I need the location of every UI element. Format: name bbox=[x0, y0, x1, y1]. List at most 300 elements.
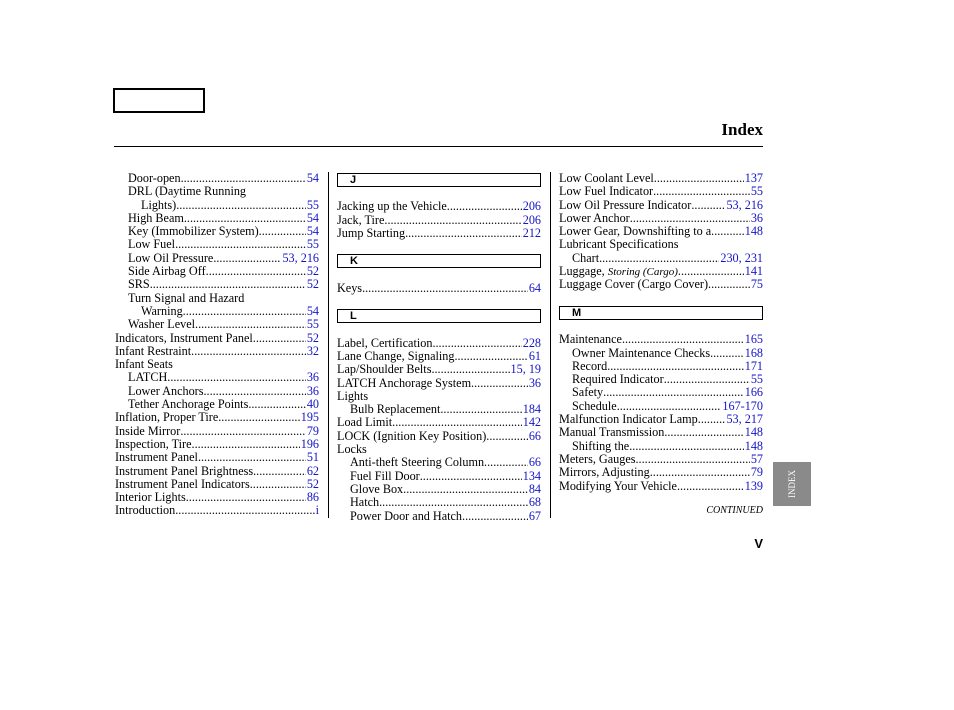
entry-label bbox=[128, 318, 195, 331]
leader-dots bbox=[206, 265, 306, 278]
index-entry bbox=[115, 438, 319, 451]
index-entry bbox=[559, 238, 763, 251]
entry-text: Maintenance bbox=[559, 333, 622, 347]
page-link[interactable]: 184 bbox=[522, 403, 541, 417]
entry-text: Hatch bbox=[350, 496, 380, 510]
leader-dots bbox=[471, 377, 528, 390]
index-entry bbox=[559, 413, 763, 426]
entry-label bbox=[572, 440, 629, 453]
spacer bbox=[337, 187, 541, 200]
entry-text: Inside Mirror bbox=[115, 424, 181, 438]
spacer bbox=[337, 240, 541, 253]
leader-dots bbox=[213, 252, 281, 265]
entry-label bbox=[559, 265, 678, 278]
page-link[interactable]: 167-170 bbox=[722, 399, 763, 413]
index-entry bbox=[115, 385, 319, 398]
page-link[interactable]: 148 bbox=[744, 439, 763, 453]
entry-label bbox=[141, 199, 176, 212]
index-entry bbox=[115, 345, 319, 358]
letter-header: M bbox=[559, 306, 763, 320]
entry-text: Shifting the bbox=[572, 439, 630, 453]
entry-text: Indicators, Instrument Panel bbox=[115, 331, 253, 345]
leader-dots bbox=[678, 265, 744, 278]
leader-dots bbox=[678, 238, 762, 251]
leader-dots bbox=[368, 390, 540, 403]
index-entry bbox=[115, 465, 319, 478]
page-link[interactable]: 40 bbox=[306, 398, 319, 412]
entry-text: Lubricant Specifications bbox=[559, 238, 679, 252]
index-entry bbox=[337, 496, 541, 509]
index-entry bbox=[559, 185, 763, 198]
page-link bbox=[540, 390, 541, 403]
entry-label bbox=[337, 350, 454, 363]
index-entry bbox=[559, 480, 763, 493]
index-entry bbox=[337, 200, 541, 213]
entry-label bbox=[559, 466, 650, 479]
page-link[interactable]: 54 bbox=[306, 304, 319, 318]
page-link[interactable]: 52 bbox=[306, 265, 319, 279]
entry-label bbox=[350, 483, 403, 496]
entry-text: Load Limit bbox=[337, 416, 393, 430]
index-entry bbox=[115, 332, 319, 345]
entry-text: SRS bbox=[128, 278, 150, 292]
leader-dots bbox=[617, 400, 722, 413]
index-entry bbox=[337, 377, 541, 390]
entry-label bbox=[128, 238, 175, 251]
entry-text: Interior Lights bbox=[115, 491, 186, 505]
entry-text: Lap/Shoulder Belts bbox=[337, 363, 432, 377]
entry-text: Tether Anchorage Points bbox=[128, 398, 249, 412]
page-link[interactable]: 206 bbox=[522, 213, 541, 227]
entry-text: Turn Signal and Hazard bbox=[128, 291, 245, 305]
entry-label bbox=[337, 214, 384, 227]
page-link[interactable]: 206 bbox=[522, 200, 541, 214]
entry-text: Introduction bbox=[115, 504, 176, 518]
entry-label bbox=[350, 496, 379, 509]
leader-dots bbox=[462, 510, 528, 523]
leader-dots bbox=[362, 282, 528, 295]
entry-text: LATCH Anchorage System bbox=[337, 376, 472, 390]
page-link[interactable]: 52 bbox=[306, 477, 319, 491]
page-link[interactable]: 55 bbox=[750, 373, 763, 387]
leader-dots bbox=[248, 398, 305, 411]
entry-text: Instrument Panel bbox=[115, 451, 198, 465]
index-entry bbox=[337, 390, 541, 403]
entry-text: Fuel Fill Door bbox=[350, 469, 420, 483]
index-entry bbox=[115, 252, 319, 265]
leader-dots bbox=[630, 212, 750, 225]
index-entry bbox=[337, 227, 541, 240]
leader-dots bbox=[150, 278, 306, 291]
entry-label bbox=[337, 227, 405, 240]
page-link[interactable]: 75 bbox=[750, 278, 763, 292]
entry-label bbox=[337, 443, 367, 456]
entry-text: Lights) bbox=[141, 198, 177, 212]
page-link[interactable]: 148 bbox=[744, 225, 763, 239]
leader-dots bbox=[420, 470, 522, 483]
entry-text: Modifying Your Vehicle bbox=[559, 479, 677, 493]
entry-text: Meters, Gauges bbox=[559, 452, 636, 466]
leader-dots bbox=[431, 363, 509, 376]
leader-dots bbox=[664, 373, 750, 386]
entry-text: Low Oil Pressure Indicator bbox=[559, 198, 692, 212]
index-entry bbox=[337, 483, 541, 496]
entry-label bbox=[115, 451, 198, 464]
entry-text: DRL (Daytime Running bbox=[128, 185, 247, 199]
page-link[interactable]: 68 bbox=[528, 496, 541, 510]
continued-note: CONTINUED bbox=[706, 505, 763, 516]
entry-label bbox=[337, 430, 486, 443]
entry-label bbox=[128, 371, 167, 384]
index-entry bbox=[559, 333, 763, 346]
entry-label bbox=[337, 363, 431, 376]
spacer bbox=[559, 320, 763, 333]
entry-text: Locks bbox=[337, 443, 367, 457]
entry-text: Low Fuel bbox=[128, 238, 176, 252]
index-entry bbox=[337, 363, 541, 376]
leader-dots bbox=[244, 292, 318, 305]
leader-dots bbox=[173, 358, 318, 371]
page-link[interactable]: 79 bbox=[750, 466, 763, 480]
page-link bbox=[540, 443, 541, 456]
entry-text: Warning bbox=[141, 304, 183, 318]
entry-text: Anti-theft Steering Column bbox=[350, 456, 485, 470]
entry-label bbox=[128, 265, 206, 278]
entry-label bbox=[559, 185, 653, 198]
entry-label bbox=[572, 373, 664, 386]
entry-text: Luggage Cover (Cargo Cover) bbox=[559, 278, 709, 292]
page-link[interactable]: 134 bbox=[522, 469, 541, 483]
index-entry bbox=[559, 373, 763, 386]
page-link[interactable]: 36 bbox=[306, 371, 319, 385]
page-link[interactable]: 54 bbox=[306, 211, 319, 225]
index-entry bbox=[337, 416, 541, 429]
entry-label bbox=[559, 413, 698, 426]
entry-label bbox=[350, 470, 420, 483]
entry-label bbox=[141, 305, 183, 318]
leader-dots bbox=[691, 199, 725, 212]
entry-text: Keys bbox=[337, 281, 363, 295]
index-entry bbox=[559, 466, 763, 479]
index-entry bbox=[115, 212, 319, 225]
index-entry bbox=[337, 443, 541, 456]
index-column-3 bbox=[559, 172, 763, 493]
page-link[interactable]: 165 bbox=[744, 333, 763, 347]
leader-dots bbox=[650, 466, 750, 479]
entry-label bbox=[559, 172, 654, 185]
leader-dots bbox=[184, 212, 306, 225]
index-entry bbox=[559, 400, 763, 413]
page-link[interactable]: 137 bbox=[744, 172, 763, 185]
entry-label bbox=[572, 386, 603, 399]
column-divider bbox=[328, 172, 329, 518]
page-link[interactable]: 230, 231 bbox=[720, 251, 763, 265]
leader-dots bbox=[653, 185, 750, 198]
entry-label bbox=[115, 504, 175, 517]
page-link[interactable]: 228 bbox=[522, 336, 541, 350]
entry-text: Jacking up the Vehicle bbox=[337, 200, 447, 214]
index-entry bbox=[115, 225, 319, 238]
page-link[interactable]: 168 bbox=[744, 346, 763, 360]
entry-label bbox=[559, 238, 678, 251]
entry-label bbox=[337, 416, 392, 429]
entry-text: Infant Seats bbox=[115, 358, 173, 372]
entry-text: Schedule bbox=[572, 399, 617, 413]
entry-text: Label, Certification bbox=[337, 336, 433, 350]
page-link[interactable]: 64 bbox=[528, 281, 541, 295]
page-link[interactable]: 142 bbox=[522, 416, 541, 430]
leader-dots bbox=[246, 185, 318, 198]
leader-dots bbox=[367, 443, 540, 456]
page-link[interactable]: 61 bbox=[528, 349, 541, 363]
index-entry bbox=[337, 403, 541, 416]
entry-text: Required Indicator bbox=[572, 373, 664, 387]
entry-label bbox=[559, 333, 622, 346]
index-entry bbox=[337, 350, 541, 363]
leader-dots bbox=[167, 371, 306, 384]
leader-dots bbox=[405, 227, 522, 240]
leader-dots bbox=[183, 305, 306, 318]
entry-label bbox=[128, 278, 150, 291]
entry-text: Lights bbox=[337, 389, 369, 403]
entry-label bbox=[559, 225, 711, 238]
leader-dots bbox=[698, 413, 726, 426]
leader-dots bbox=[181, 172, 306, 185]
page-title: Index bbox=[721, 120, 763, 139]
entry-label bbox=[559, 426, 664, 439]
page-link[interactable]: 196 bbox=[300, 437, 319, 451]
leader-dots bbox=[447, 200, 522, 213]
leader-dots bbox=[454, 350, 527, 363]
entry-text: Bulb Replacement bbox=[350, 403, 441, 417]
index-entry bbox=[337, 214, 541, 227]
entry-text: Chart bbox=[572, 251, 600, 265]
leader-dots bbox=[677, 480, 744, 493]
index-entry bbox=[115, 371, 319, 384]
page-link[interactable]: 36 bbox=[750, 211, 763, 225]
leader-dots bbox=[599, 252, 719, 265]
entry-label bbox=[115, 425, 180, 438]
spacer bbox=[337, 323, 541, 336]
leader-dots bbox=[486, 430, 528, 443]
leader-dots bbox=[603, 386, 744, 399]
leader-dots bbox=[253, 465, 306, 478]
entry-label bbox=[337, 377, 471, 390]
leader-dots bbox=[384, 214, 521, 227]
index-entry bbox=[337, 430, 541, 443]
index-entry bbox=[115, 478, 319, 491]
entry-text: Infant Restraint bbox=[115, 344, 192, 358]
leader-dots bbox=[607, 360, 744, 373]
page-link[interactable]: 171 bbox=[744, 359, 763, 373]
leader-dots bbox=[622, 333, 744, 346]
entry-text: Key (Immobilizer System) bbox=[128, 225, 259, 239]
index-entry bbox=[559, 278, 763, 291]
entry-label bbox=[337, 390, 368, 403]
page-link[interactable]: 52 bbox=[306, 278, 319, 292]
entry-text: Owner Maintenance Checks bbox=[572, 346, 711, 360]
entry-label bbox=[128, 252, 213, 265]
entry-label bbox=[572, 347, 710, 360]
entry-label bbox=[559, 480, 677, 493]
leader-dots bbox=[654, 172, 744, 185]
page-link[interactable]: 36 bbox=[528, 376, 541, 390]
entry-text: Lower Anchors bbox=[128, 384, 204, 398]
index-entry bbox=[559, 426, 763, 439]
index-entry bbox=[559, 347, 763, 360]
page-link[interactable]: 55 bbox=[750, 185, 763, 199]
index-entry bbox=[115, 411, 319, 424]
page-link[interactable]: 139 bbox=[744, 479, 763, 493]
index-entry bbox=[115, 451, 319, 464]
entry-label bbox=[337, 282, 362, 295]
entry-label bbox=[115, 465, 253, 478]
entry-text: Lower Gear, Downshifting to a bbox=[559, 225, 712, 239]
page-link[interactable]: 86 bbox=[306, 491, 319, 505]
entry-label bbox=[128, 172, 181, 185]
page-link[interactable]: 52 bbox=[306, 331, 319, 345]
page-link[interactable]: 195 bbox=[300, 411, 319, 425]
page-number: V bbox=[754, 536, 763, 551]
leader-dots bbox=[175, 238, 306, 251]
column-divider bbox=[550, 172, 551, 518]
leader-dots bbox=[664, 426, 743, 439]
leader-dots bbox=[198, 451, 306, 464]
index-tab[interactable] bbox=[773, 462, 811, 506]
page-link[interactable]: 166 bbox=[744, 386, 763, 400]
index-entry bbox=[559, 225, 763, 238]
entry-label bbox=[115, 411, 218, 424]
page-link[interactable]: 36 bbox=[306, 384, 319, 398]
index-entry bbox=[559, 212, 763, 225]
entry-text: Instrument Panel Brightness bbox=[115, 464, 254, 478]
entry-label bbox=[350, 510, 462, 523]
index-entry bbox=[115, 199, 319, 212]
index-entry bbox=[559, 360, 763, 373]
index-entry bbox=[559, 453, 763, 466]
index-entry bbox=[337, 337, 541, 350]
letter-header: J bbox=[337, 173, 541, 187]
leader-dots bbox=[176, 199, 306, 212]
leader-dots bbox=[392, 416, 522, 429]
index-entry bbox=[115, 265, 319, 278]
entry-label bbox=[128, 292, 244, 305]
entry-label bbox=[559, 278, 708, 291]
page-link[interactable]: i bbox=[315, 504, 319, 518]
entry-label bbox=[559, 199, 691, 212]
entry-text: Washer Level bbox=[128, 318, 196, 332]
entry-text: Record bbox=[572, 359, 608, 373]
index-entry bbox=[559, 199, 763, 212]
entry-label bbox=[128, 225, 259, 238]
page-link[interactable]: 53, 217 bbox=[726, 413, 763, 427]
leader-dots bbox=[711, 225, 744, 238]
page-link[interactable]: 53, 216 bbox=[726, 198, 763, 212]
leader-dots bbox=[636, 453, 750, 466]
entry-label bbox=[115, 332, 253, 345]
entry-text: Door-open bbox=[128, 172, 181, 185]
entry-text: LOCK (Ignition Key Position) bbox=[337, 429, 487, 443]
index-entry bbox=[337, 470, 541, 483]
leader-dots bbox=[379, 496, 528, 509]
entry-text: Low Oil Pressure bbox=[128, 251, 214, 265]
index-entry bbox=[115, 238, 319, 251]
entry-text: Luggage, bbox=[559, 265, 608, 279]
page-link[interactable]: 55 bbox=[306, 318, 319, 332]
leader-dots bbox=[186, 491, 306, 504]
page-link[interactable]: 55 bbox=[306, 238, 319, 252]
index-entry bbox=[337, 282, 541, 295]
page-link[interactable]: 53, 216 bbox=[282, 251, 319, 265]
page-link[interactable]: 55 bbox=[306, 198, 319, 212]
page-link[interactable]: 67 bbox=[528, 509, 541, 523]
entry-label bbox=[350, 456, 484, 469]
entry-label bbox=[128, 385, 203, 398]
entry-label bbox=[115, 345, 191, 358]
index-entry bbox=[559, 172, 763, 185]
leader-dots bbox=[192, 438, 300, 451]
index-entry bbox=[337, 510, 541, 523]
entry-label bbox=[115, 438, 192, 451]
page-link bbox=[762, 238, 763, 251]
page-link bbox=[318, 292, 319, 305]
index-entry bbox=[115, 292, 319, 305]
page-link[interactable]: 84 bbox=[528, 482, 541, 496]
entry-text: Instrument Panel Indicators bbox=[115, 477, 250, 491]
entry-text: Glove Box bbox=[350, 482, 404, 496]
entry-text: Lower Anchor bbox=[559, 211, 630, 225]
index-entry bbox=[115, 185, 319, 198]
leader-dots bbox=[403, 483, 528, 496]
index-entry bbox=[559, 386, 763, 399]
page-link[interactable]: 51 bbox=[306, 451, 319, 465]
entry-text: Malfunction Indicator Lamp bbox=[559, 413, 698, 427]
index-column-1 bbox=[115, 172, 319, 518]
page-link[interactable]: 54 bbox=[306, 225, 319, 239]
page-link[interactable]: 141 bbox=[744, 265, 763, 279]
page-link[interactable]: 66 bbox=[528, 456, 541, 470]
leader-dots bbox=[710, 347, 744, 360]
page-link[interactable]: 212 bbox=[522, 226, 541, 240]
leader-dots bbox=[218, 411, 299, 424]
entry-text: Jack, Tire bbox=[337, 213, 385, 227]
page-link[interactable]: 32 bbox=[306, 344, 319, 358]
page-link[interactable]: 54 bbox=[306, 172, 319, 185]
index-entry bbox=[115, 398, 319, 411]
page-link[interactable]: 62 bbox=[306, 464, 319, 478]
leader-dots bbox=[484, 456, 528, 469]
page-link[interactable]: 15, 19 bbox=[510, 363, 541, 377]
entry-label bbox=[115, 491, 186, 504]
leader-dots bbox=[708, 278, 750, 291]
page-link[interactable]: 66 bbox=[528, 429, 541, 443]
letter-header: K bbox=[337, 254, 541, 268]
index-entry bbox=[115, 504, 319, 517]
index-entry bbox=[115, 172, 319, 185]
page-link[interactable]: 79 bbox=[306, 424, 319, 438]
entry-text: Safety bbox=[572, 386, 604, 400]
entry-label bbox=[115, 358, 173, 371]
spacer bbox=[559, 292, 763, 305]
index-entry bbox=[337, 456, 541, 469]
index-entry bbox=[115, 425, 319, 438]
page-link[interactable]: 57 bbox=[750, 452, 763, 466]
entry-text: Low Fuel Indicator bbox=[559, 185, 654, 199]
page-link[interactable]: 148 bbox=[744, 426, 763, 440]
entry-text: Lane Change, Signaling bbox=[337, 349, 455, 363]
entry-text: Side Airbag Off bbox=[128, 265, 206, 279]
spacer bbox=[337, 268, 541, 281]
